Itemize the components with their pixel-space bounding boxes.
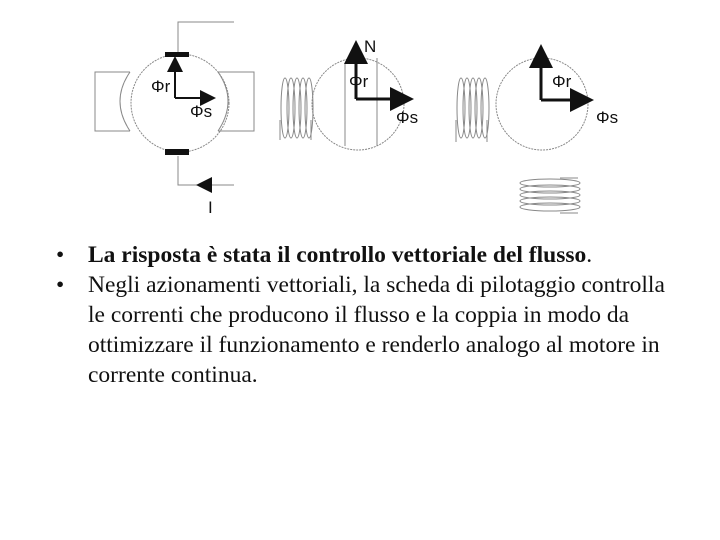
north-label: N [364,37,377,56]
bullet-list [56,240,676,390]
bullet-item [56,240,676,270]
current-label: I [208,198,213,217]
coil-icon [280,78,313,140]
phi-s-label: Φs [596,108,619,127]
bullet-marker: • [56,242,65,268]
phi-r-label: Φr [349,72,369,91]
motor-vector-diagram [0,0,720,230]
bullet-item [56,270,676,390]
brush-bottom [165,149,189,155]
phi-r-label: Φr [151,77,171,96]
bullet-text: Negli azionamenti vettoriali, la scheda di pilotaggio controlla le correnti che producono il flusso e la coppia in modo da ottimizzare il funzionamento e renderlo analogo al motore in corrente continua. [88,272,665,388]
phi-r-label: Φr [552,72,572,91]
brush-top [165,52,189,57]
bullet-bold-text: La risposta è stata il controllo vettoriale del flusso [88,242,587,268]
bullet-marker: • [56,272,65,298]
coil-icon [456,78,489,142]
dc-motor-diagram [95,22,254,185]
phi-s-label: Φs [396,108,419,127]
coil-icon [520,178,580,213]
ac-motor-diagram-1 [280,46,408,150]
phi-s-label: Φs [190,102,213,121]
bullet-text: . [586,242,593,268]
